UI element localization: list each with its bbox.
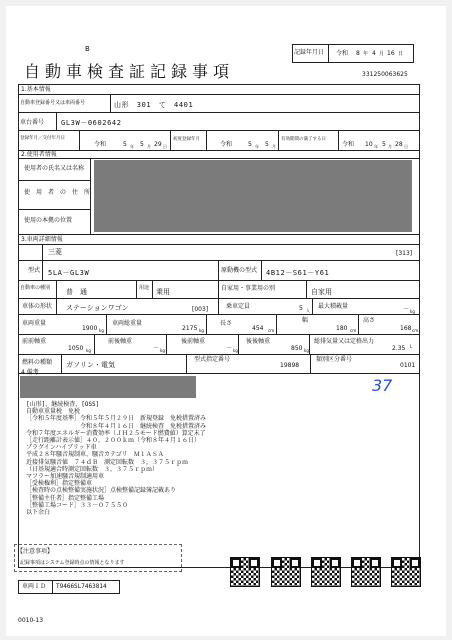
document-number: 331250063625 (362, 71, 408, 78)
remark-line: ［令和５年度基準］令和５年５月２９日 新規登録 免税措置済み (26, 415, 207, 423)
front-front-axle: 1050 (68, 345, 84, 352)
redacted-user-info (94, 160, 412, 232)
vehicle-kind: 普 通 (66, 288, 87, 296)
body-shape: ステーションワゴン (66, 304, 129, 312)
remarks-list (26, 401, 206, 516)
width: 180 (336, 325, 348, 332)
section-vehicle-heading: 3.車両詳細情報 (21, 236, 63, 243)
remark-line: 令和８年４月１６日 継続検査 免税措置済み (26, 422, 207, 430)
remark-line: ［走行距離計表示値］４０，２００ｋｍ（令和８年４月１６日） (26, 437, 201, 445)
notes-text: 記録事項はシステム登録時点の情報となります (20, 560, 125, 566)
remark-line: 平成２８年騒音規制車、騒音カテゴリ Ｍ１ＡＳＡ (26, 451, 164, 459)
displacement: 2.35 (392, 345, 406, 352)
type-mark: B (85, 45, 90, 53)
remark-line: （日基規適合時測定回転数 ３，３７５ｒｐｍ） (26, 465, 159, 473)
qr-code (272, 558, 300, 586)
qr-code (352, 558, 380, 586)
handwritten-note: 37 (372, 376, 393, 395)
remark-line: 近接排気騒音値 ７４ｄＢ 測定回転数 ３，３７５ｒｐｍ (26, 458, 189, 466)
qr-code (312, 558, 340, 586)
seating-capacity: 5 (299, 305, 303, 312)
qr-code (392, 558, 420, 586)
remark-line: 令和７年度エネルギー消費効率（ＪＨ２５モード燃費値）算定未了 (26, 429, 206, 437)
private-business: 自家用 (311, 288, 332, 296)
vehicle-id-label: 車両ＩＤ (22, 583, 47, 590)
remark-line: 自動車重量税 免税 (26, 408, 81, 416)
maker: 三菱 (48, 248, 62, 256)
type-designation-number: 19898 (280, 362, 300, 369)
remark-line: ［整備工場コード］３３－０７５５０ (26, 501, 129, 509)
vehicle-id: T9466SL7463814 (56, 583, 107, 590)
qr-code (231, 558, 259, 586)
remark-line: 以下余白 (26, 509, 51, 517)
registration-number: 山形 301 て 4401 (114, 101, 194, 109)
vehicle-weight: 1900 (82, 325, 98, 332)
form-code: 0010-13 (18, 617, 44, 624)
section-user-heading: 2.使用者情報 (21, 151, 57, 158)
record-date-label: 記録年月日 (294, 49, 325, 56)
model: 5LA－GL3W (48, 269, 90, 277)
chassis-number: GL3W－0602642 (61, 119, 122, 127)
remark-line: [山形]、継続検査、[OSS] (26, 401, 100, 408)
engine-type: 4B12－S61－Y61 (266, 269, 330, 277)
height: 168 (400, 325, 412, 332)
document-title: 自動車検査証記録事項 (24, 62, 235, 81)
section-remarks-heading: 4.備考 (21, 369, 39, 376)
maker-code: [313] (396, 250, 413, 257)
redacted-remark (20, 376, 196, 398)
remark-line: ［整備主任者］指定整備工場 (26, 494, 105, 502)
vehicle-use: 乗用 (156, 288, 170, 296)
max-load: － (403, 306, 410, 313)
section-basic-heading: 1.基本情報 (21, 86, 51, 93)
remark-line: ［検査時の点検整備実施状況］点検整備記録簿記載あり (26, 487, 177, 495)
gross-weight: 2175 (182, 325, 198, 332)
notes-heading: 【注意事項】 (17, 548, 54, 555)
remark-line: ［受検権利］指定整備車 (26, 480, 93, 488)
certificate-page: B 自動車検査証記録事項 記録年月日 令和 8 年 4 月 16 日 331250063625 1.基本情報 自動車登録番号又は車両番号 山形 301 て 4401 車台番号 GL3W－0602642 登録年月／交付年月日 令和 5 年 5 月 29 日 初度登録年月 令和 5 年 5 月 有効期間の満了する日 令和 10 年 5 月 28 日 2.使用者情報 使用者の氏名又は名称 使 用 者 の 住 所 使用の本拠の位置 3.車両詳細情報 三菱 [313] 型式 5LA－GL3W 原動機の型式 4B12－S61－Y61 自動車の種別 普 通 用途 乗用 自家用・事業用の別 自家用 車体の形状 ステーションワゴン [003] 乗車定員 5 人 最大積載量 － kg 車両重量 1900 kg 車両総重量 2175 kg 長さ 454 cm 幅 180 cm 高さ 168 cm 前前軸重 1050 kg 前後軸重 － kg 後前軸重 － kg 後後軸重 850 kg 総排気量又は定格出力 2.35 L 燃料の種類 ガソリン・電気 型式指定番号 19898 類別区分番号 0101 4.備考 37 [山形]、継続検査、[OSS] 自動車重量税 免税 ［令和５年度基準］令和５年５月２９日 新規登録 免税措置済み 令和８年４月１６日 継続検査 免税措置済み 令和７年度エネルギー消費効率（ＪＨ２５モード燃費値）算定未了 ［走行距離計表示値］４０，２００ｋｍ（令和８年４月１６日） プラグインハイブリッド車 平成２８年騒音規制車、騒音カテゴリ Ｍ１ＡＳＡ 近接排気騒音値 ７４ｄＢ 測定回転数 ３，３７５ｒｐｍ （日基規適合時測定回転数 ３，３７５ｒｐｍ） マフラー加速騒音規制適用車 ［受検権利］指定整備車 ［検査時の点検整備実施状況］点検整備記録簿記載あり ［整備主任者］指定整備工場 ［整備工場コード］３３－０７５５０ 以下余白 【注意事項】 記録事項はシステム登録時点の情報となります 車両ＩＤ T9466SL7463814 0010-13 (6, 6, 446, 636)
remark-line: プラグインハイブリッド車 (26, 444, 97, 452)
rear-rear-axle: 850 (291, 345, 303, 352)
length: 454 (252, 325, 264, 332)
category-number: 0101 (400, 362, 416, 369)
remark-line: マフラー加速騒音規制適用車 (26, 473, 105, 481)
fuel-type: ガソリン・電気 (66, 361, 115, 369)
